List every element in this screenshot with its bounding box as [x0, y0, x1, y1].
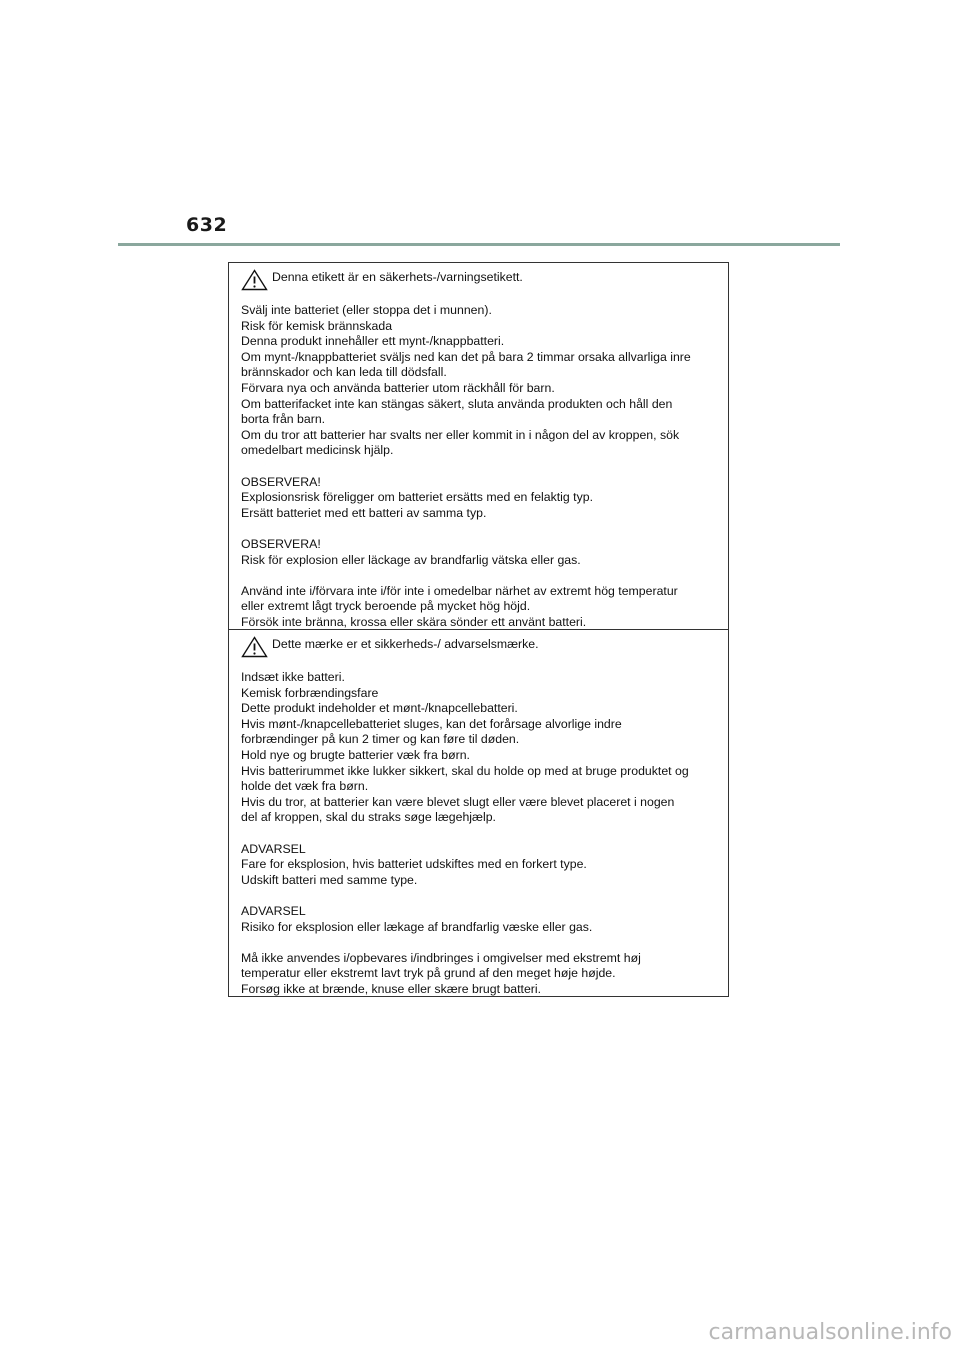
text-line: Udskift batteri med samme type.	[241, 872, 418, 887]
safety-label-swedish	[228, 262, 729, 630]
paragraph	[241, 303, 728, 459]
warning-triangle-icon	[241, 636, 268, 658]
label-heading-row	[241, 636, 728, 658]
text-line: brännskador och kan leda till dödsfall.	[241, 365, 447, 380]
paragraph	[241, 537, 728, 568]
text-line: Risk för kemisk brännskada	[241, 318, 393, 333]
text-line: OBSERVERA!	[241, 474, 321, 489]
text-line: Hvis du tror, at batterier kan være blevet slugt eller være blevet placeret i nogen	[241, 794, 675, 809]
text-line: Ersätt batteriet med ett batteri av samma typ.	[241, 505, 487, 520]
label-heading: Dette mærke er et sikkerheds-/ advarselsmærke.	[272, 637, 539, 652]
text-line: Risk för explosion eller läckage av brandfarlig vätska eller gas.	[241, 552, 581, 567]
text-line: Hvis batterirummet ikke lukker sikkert, skal du holde op med at bruge produktet og	[241, 763, 689, 778]
text-line: Explosionsrisk föreligger om batteriet ersätts med en felaktig typ.	[241, 490, 593, 505]
text-line: Om batterifacket inte kan stängas säkert, sluta använda produkten och håll den	[241, 396, 673, 411]
text-line: forbrændinger på kun 2 timer og kan føre til døden.	[241, 732, 520, 747]
text-line: Dette produkt indeholder et mønt-/knapcellebatteri.	[241, 701, 518, 716]
text-line: Forsøg ikke at brænde, knuse eller skære brugt batteri.	[241, 981, 542, 996]
warning-triangle-icon	[241, 269, 268, 291]
text-line: Fare for eksplosion, hvis batteriet udskiftes med en forkert type.	[241, 857, 587, 872]
text-line: holde det væk fra børn.	[241, 779, 369, 794]
text-line: del af kroppen, skal du straks søge lægehjælp.	[241, 810, 496, 825]
text-line: Må ikke anvendes i/opbevares i/indbringes i omgivelser med ekstremt høj	[241, 950, 641, 965]
text-line: ADVARSEL	[241, 841, 306, 856]
label-heading-row	[241, 269, 728, 291]
text-line: Om mynt-/knappbatteriet sväljs ned kan det på bara 2 timmar orsaka allvarliga inre	[241, 349, 691, 364]
text-line: Risiko for eksplosion eller lækage af brandfarlig væske eller gas.	[241, 919, 593, 934]
text-line: Förvara nya och använda batterier utom räckhåll för barn.	[241, 380, 555, 395]
text-line: Försök inte bränna, krossa eller skära sönder ett använt batteri.	[241, 614, 587, 629]
safety-label-danish	[228, 629, 729, 997]
paragraph	[241, 475, 728, 522]
text-line: Hvis mønt-/knapcellebatteriet sluges, kan det forårsage alvorlige indre	[241, 716, 622, 731]
text-line: Hold nye og brugte batterier væk fra børn.	[241, 747, 470, 762]
text-line: omedelbart medicinsk hjälp.	[241, 443, 394, 458]
text-line: OBSERVERA!	[241, 536, 321, 551]
text-line: Kemisk forbrændingsfare	[241, 685, 379, 700]
text-line: Använd inte i/förvara inte i/för inte i omedelbar närhet av extremt hög temperatur	[241, 583, 678, 598]
paragraph	[241, 951, 728, 998]
header-rule	[118, 243, 840, 246]
text-line: eller extremt lågt tryck beroende på mycket hög höjd.	[241, 599, 531, 614]
text-line: ADVARSEL	[241, 903, 306, 918]
paragraph	[241, 904, 728, 935]
text-line: temperatur eller ekstremt lavt tryk på grund af den meget høje højde.	[241, 966, 616, 981]
paragraph	[241, 842, 728, 889]
label-heading: Denna etikett är en säkerhets-/varningsetikett.	[272, 270, 523, 285]
text-line: Indsæt ikke batteri.	[241, 670, 345, 684]
page-number: 632	[186, 214, 228, 236]
paragraph	[241, 670, 728, 826]
text-line: Svälj inte batteriet (eller stoppa det i munnen).	[241, 303, 492, 317]
text-line: Denna produkt innehåller ett mynt-/knappbatteri.	[241, 334, 505, 349]
text-line: borta från barn.	[241, 412, 326, 427]
watermark: carmanualsonline.info	[708, 1320, 952, 1345]
paragraph	[241, 584, 728, 631]
text-line: Om du tror att batterier har svalts ner eller kommit in i någon del av kroppen, sök	[241, 427, 680, 442]
